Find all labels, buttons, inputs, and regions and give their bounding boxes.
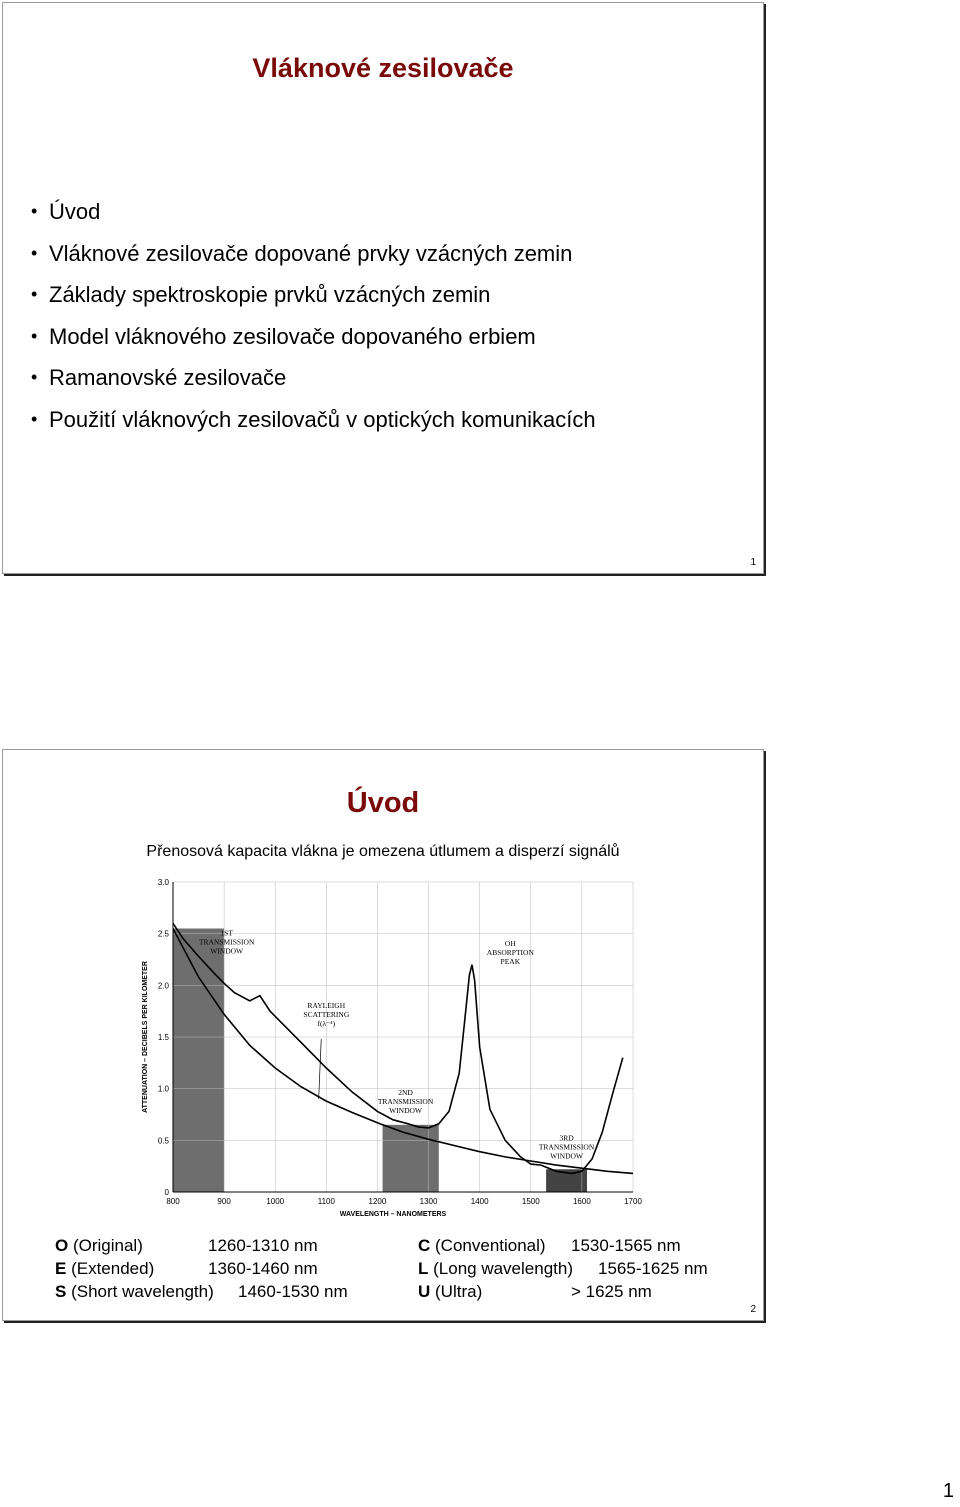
slide-2 — [2, 749, 764, 1321]
band-o: O (Original) — [55, 1236, 143, 1255]
y-tick-label: 1.0 — [157, 1084, 169, 1094]
slide-number: 2 — [750, 1304, 756, 1315]
bullet-item — [31, 404, 596, 446]
band-s-range: 1460-1530 nm — [238, 1282, 348, 1301]
bullet-item — [31, 362, 596, 404]
slide-1-title: Vláknové zesilovače — [252, 53, 514, 83]
bullet-icon: • — [31, 201, 38, 221]
bullet-icon: • — [31, 242, 38, 263]
slide-2-title: Úvod — [346, 787, 420, 819]
bullet-text: Model vláknového zesilovače dopovaného erbiem — [49, 323, 536, 349]
bullet-item — [31, 238, 596, 280]
y-tick-label: 0 — [164, 1188, 169, 1197]
band-e-range: 1360-1460 nm — [208, 1259, 318, 1278]
window-3-label: TRANSMISSION — [538, 1142, 595, 1152]
oh-peak-label: ABSORPTION — [486, 948, 534, 958]
oh-peak-label: PEAK — [500, 957, 521, 967]
band-u: U (Ultra) — [418, 1282, 483, 1301]
bullet-text: Základy spektroskopie prvků vzácných zemin — [49, 282, 491, 307]
window-1-label: TRANSMISSION — [198, 937, 255, 947]
bullet-icon: • — [31, 325, 38, 346]
y-axis-label: ATTENUATION – DECIBELS PER KILOMETER — [142, 961, 149, 1113]
x-axis-label: WAVELENGTH – NANOMETERS — [339, 1211, 447, 1218]
bullet-icon: • — [31, 367, 38, 387]
bullet-text: Vláknové zesilovače dopované prvky vzácných zemin — [49, 240, 573, 266]
band-c-range: 1530-1565 nm — [571, 1236, 681, 1255]
rayleigh-label: f(λ⁻⁴) — [317, 1019, 336, 1029]
x-tick-label: 1700 — [624, 1197, 642, 1206]
x-tick-label: 1400 — [470, 1197, 489, 1206]
slide-subtitle: Přenosová kapacita vlákna je omezena útlumem a disperzí signálů — [146, 843, 620, 860]
band-c: C (Conventional) — [418, 1236, 546, 1255]
bullet-item — [31, 279, 596, 321]
rayleigh-label: RAYLEIGH — [307, 1001, 346, 1011]
window-3-label: 3RD — [559, 1133, 574, 1143]
slide-number: 1 — [750, 557, 756, 568]
y-tick-label: 3.0 — [157, 878, 169, 887]
rayleigh-label: SCATTERING — [303, 1010, 350, 1020]
band-l: L (Long wavelength) — [418, 1259, 573, 1278]
bullet-icon: • — [31, 408, 38, 429]
x-tick-label: 1300 — [419, 1197, 438, 1206]
band-e: E (Extended) — [55, 1259, 155, 1278]
band-l-range: 1565-1625 nm — [598, 1259, 708, 1278]
window-2-label: TRANSMISSION — [377, 1096, 434, 1106]
bullet-item — [31, 321, 596, 363]
x-tick-label: 900 — [217, 1197, 231, 1206]
rayleigh-pointer — [319, 1039, 322, 1099]
attenuation-chart — [135, 872, 642, 1218]
x-tick-label: 1600 — [572, 1197, 591, 1206]
window-2-label: 2ND — [398, 1087, 413, 1097]
x-tick-label: 1100 — [317, 1197, 335, 1206]
x-tick-label: 800 — [166, 1197, 180, 1206]
y-tick-label: 2.0 — [157, 981, 169, 991]
window-1-label: 1ST — [220, 928, 233, 938]
band-s: S (Short wavelength) — [55, 1282, 214, 1301]
bullet-icon: • — [31, 284, 38, 304]
x-tick-label: 1500 — [521, 1197, 540, 1206]
y-tick-label: 2.5 — [157, 929, 169, 939]
window-1-label: WINDOW — [210, 946, 244, 956]
y-tick-label: 0.5 — [157, 1136, 169, 1146]
document-page-number: 1 — [942, 1480, 954, 1502]
band-u-range: > 1625 nm — [571, 1282, 652, 1301]
bullet-item — [31, 196, 596, 238]
x-tick-label: 1000 — [266, 1197, 285, 1206]
y-tick-label: 1.5 — [157, 1033, 169, 1042]
bullet-text: Ramanovské zesilovače — [49, 365, 287, 390]
band-o-range: 1260-1310 nm — [208, 1236, 318, 1255]
bullet-text: Úvod — [49, 199, 101, 224]
transmission-window-band — [173, 929, 224, 1193]
slide-1 — [2, 2, 764, 574]
bullet-text: Použití vláknových zesilovačů v optických komunikacích — [49, 406, 596, 432]
oh-peak-label: OH — [504, 939, 516, 949]
window-3-label: WINDOW — [550, 1151, 584, 1161]
window-2-label: WINDOW — [389, 1105, 423, 1115]
x-tick-label: 1200 — [368, 1197, 387, 1206]
bullet-list — [31, 196, 596, 445]
